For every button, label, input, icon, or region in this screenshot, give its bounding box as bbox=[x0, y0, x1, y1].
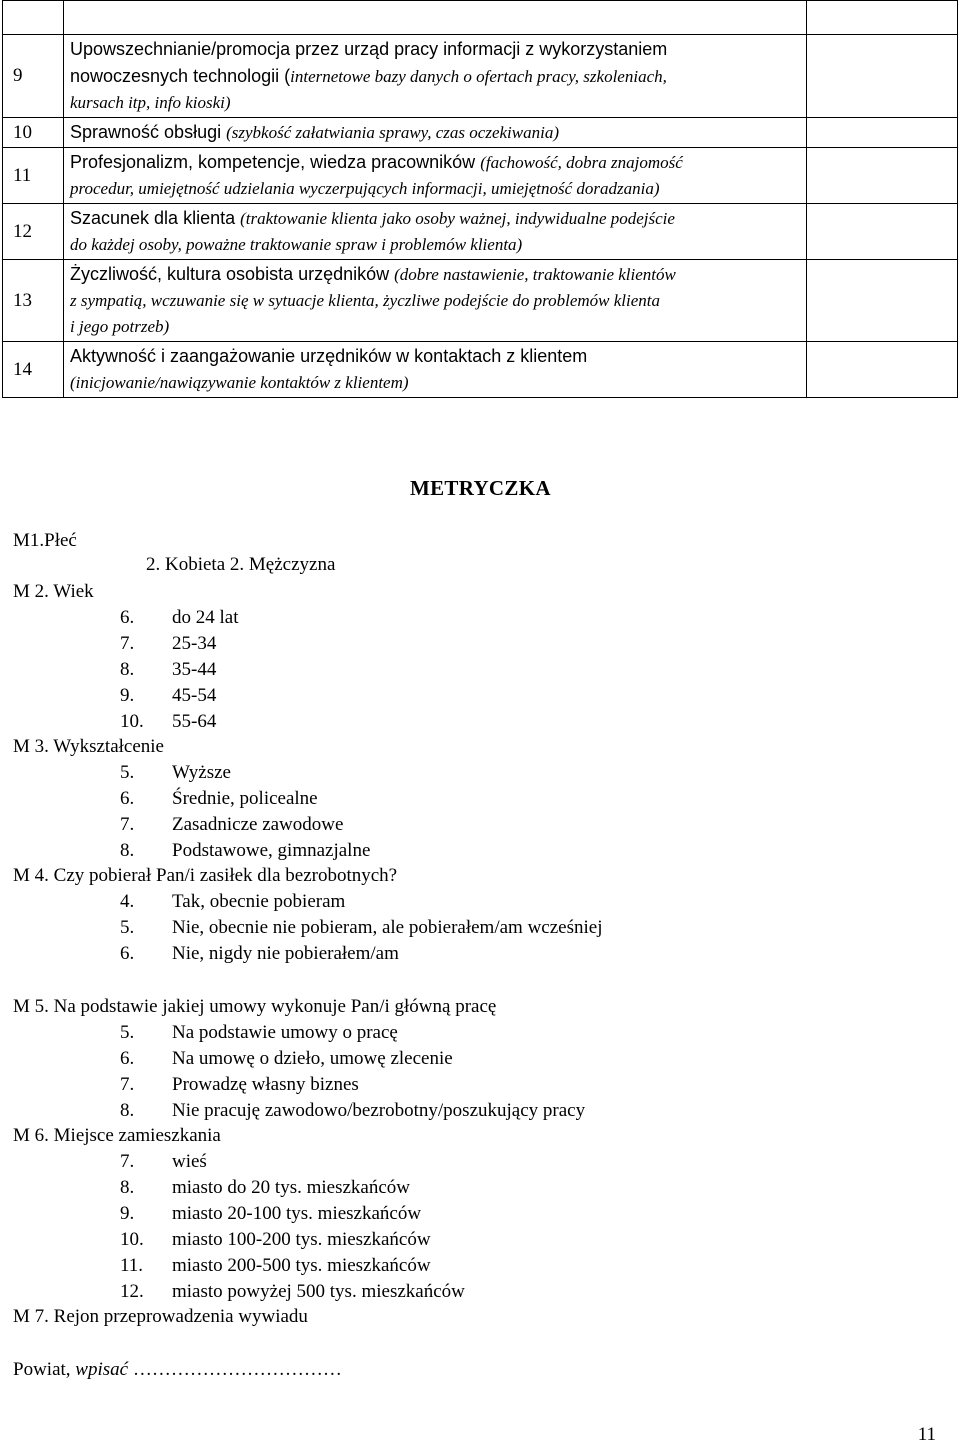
row-number: 14 bbox=[3, 342, 64, 398]
table-row bbox=[3, 260, 958, 342]
m2-option[interactable] bbox=[120, 684, 216, 708]
option-number: 7. bbox=[120, 814, 135, 835]
m6-option[interactable] bbox=[120, 1254, 431, 1278]
option-label: miasto 20-100 tys. mieszkańców bbox=[172, 1203, 422, 1224]
option-label: Średnie, policealne bbox=[172, 788, 318, 809]
m2-option[interactable] bbox=[120, 710, 216, 734]
powiat-dots: …………………………… bbox=[128, 1359, 342, 1380]
survey-table bbox=[2, 0, 958, 398]
description-text: nowoczesnych technologii ( bbox=[70, 66, 291, 86]
m3-option[interactable] bbox=[120, 839, 370, 863]
description-italic-text: (dobre nastawienie, traktowanie klientów bbox=[394, 265, 676, 284]
option-label: Podstawowe, gimnazjalne bbox=[172, 840, 371, 861]
row-description bbox=[64, 204, 807, 260]
table-row bbox=[3, 118, 958, 148]
row-description bbox=[64, 148, 807, 204]
m5-option[interactable] bbox=[120, 1047, 453, 1071]
m5-option[interactable] bbox=[120, 1099, 585, 1123]
rating-cell[interactable] bbox=[807, 118, 958, 148]
description-italic-text: (inicjowanie/nawiązywanie kontaktów z klientem) bbox=[70, 373, 409, 392]
description-line bbox=[70, 63, 802, 90]
option-label: do 24 lat bbox=[172, 607, 239, 628]
description-italic-text: (szybkość załatwiania sprawy, czas oczekiwania) bbox=[226, 123, 559, 142]
option-number: 12. bbox=[120, 1281, 144, 1302]
description-line bbox=[70, 288, 802, 314]
description-italic-text: procedur, umiejętność udzielania wyczerpujących informacji, umiejętność doradzania) bbox=[70, 179, 660, 198]
option-label: Tak, obecnie pobieram bbox=[172, 891, 346, 912]
option-label: 25-34 bbox=[172, 633, 217, 654]
rating-cell[interactable] bbox=[807, 148, 958, 204]
table-row-blank bbox=[3, 1, 958, 35]
option-number: 8. bbox=[120, 1177, 135, 1198]
option-number: 10. bbox=[120, 711, 144, 732]
description-italic-text: internetowe bazy danych o ofertach pracy, szkoleniach, bbox=[290, 67, 667, 86]
table-cell bbox=[807, 1, 958, 35]
description-italic-text: kursach itp, info kioski) bbox=[70, 93, 231, 112]
option-label: wieś bbox=[172, 1151, 207, 1172]
option-label: Zasadnicze zawodowe bbox=[172, 814, 344, 835]
option-number: 7. bbox=[120, 1151, 135, 1172]
question-m1: M1.Płeć bbox=[13, 530, 77, 551]
question-m3: M 3. Wykształcenie bbox=[13, 736, 164, 757]
m6-option[interactable] bbox=[120, 1176, 410, 1200]
m4-option[interactable] bbox=[120, 890, 345, 914]
m2-option[interactable] bbox=[120, 658, 216, 682]
description-text: Szacunek dla klienta bbox=[70, 208, 241, 228]
description-italic-text: (traktowanie klienta jako osoby ważnej, indywidualne podejście bbox=[240, 209, 675, 228]
option-label: miasto powyżej 500 tys. mieszkańców bbox=[172, 1281, 465, 1302]
description-line bbox=[70, 205, 802, 232]
description-line bbox=[70, 149, 802, 176]
table-row bbox=[3, 148, 958, 204]
m6-option[interactable] bbox=[120, 1150, 207, 1174]
description-line bbox=[70, 343, 802, 370]
description-line bbox=[70, 232, 802, 258]
description-text: Upowszechnianie/promocja przez urząd pracy informacji z wykorzystaniem bbox=[70, 39, 668, 59]
row-number: 13 bbox=[3, 260, 64, 342]
description-line bbox=[70, 119, 802, 146]
question-m4: M 4. Czy pobierał Pan/i zasiłek dla bezrobotnych? bbox=[13, 865, 398, 886]
option-number: 4. bbox=[120, 891, 135, 912]
option-label: 35-44 bbox=[172, 659, 217, 680]
description-text: Życzliwość, kultura osobista urzędników bbox=[70, 264, 395, 284]
m6-option[interactable] bbox=[120, 1202, 421, 1226]
row-description bbox=[64, 35, 807, 118]
description-line bbox=[70, 90, 802, 116]
row-number: 12 bbox=[3, 204, 64, 260]
option-number: 7. bbox=[120, 1074, 135, 1095]
option-label: miasto 200-500 tys. mieszkańców bbox=[172, 1255, 431, 1276]
option-label: Nie pracuję zawodowo/bezrobotny/poszukujący pracy bbox=[172, 1100, 586, 1121]
option-number: 7. bbox=[120, 633, 135, 654]
option-number: 11. bbox=[120, 1255, 144, 1276]
option-label: miasto do 20 tys. mieszkańców bbox=[172, 1177, 410, 1198]
m4-option[interactable] bbox=[120, 916, 602, 940]
powiat-line bbox=[13, 1358, 342, 1382]
option-number: 9. bbox=[120, 685, 135, 706]
question-m5: M 5. Na podstawie jakiej umowy wykonuje Pan/i główną pracę bbox=[13, 996, 497, 1017]
row-description bbox=[64, 342, 807, 398]
description-italic-text: z sympatią, wczuwanie się w sytuacje klienta, życzliwe podejście do problemów klienta bbox=[70, 291, 661, 310]
powiat-label: Powiat, bbox=[13, 1359, 76, 1380]
option-label: Wyższe bbox=[172, 762, 231, 783]
option-number: 6. bbox=[120, 788, 135, 809]
row-number: 10 bbox=[3, 118, 64, 148]
description-italic-text: do każdej osoby, poważne traktowanie spraw i problemów klienta) bbox=[70, 235, 523, 254]
question-m6: M 6. Miejsce zamieszkania bbox=[13, 1125, 221, 1146]
description-line bbox=[70, 36, 802, 63]
rating-cell[interactable] bbox=[807, 204, 958, 260]
m5-option[interactable] bbox=[120, 1073, 359, 1097]
option-number: 6. bbox=[120, 943, 135, 964]
metryczka-title: METRYCZKA bbox=[410, 476, 551, 500]
description-line bbox=[70, 176, 802, 202]
table-cell bbox=[3, 1, 64, 35]
description-text: Aktywność i zaangażowanie urzędników w kontaktach z klientem bbox=[70, 346, 588, 366]
rating-cell[interactable] bbox=[807, 342, 958, 398]
m4-option[interactable] bbox=[120, 942, 399, 966]
option-label: Na podstawie umowy o pracę bbox=[172, 1022, 398, 1043]
option-label: 45-54 bbox=[172, 685, 217, 706]
option-number: 8. bbox=[120, 1100, 135, 1121]
row-description bbox=[64, 118, 807, 148]
question-m2: M 2. Wiek bbox=[13, 581, 94, 602]
table-cell bbox=[64, 1, 807, 35]
table-row bbox=[3, 342, 958, 398]
m5-option[interactable] bbox=[120, 1021, 398, 1045]
description-italic-text: (fachowość, dobra znajomość bbox=[480, 153, 683, 172]
row-number: 11 bbox=[3, 148, 64, 204]
option-label: miasto 100-200 tys. mieszkańców bbox=[172, 1229, 431, 1250]
option-number: 6. bbox=[120, 1048, 135, 1069]
m3-option[interactable] bbox=[120, 787, 318, 811]
row-number: 9 bbox=[3, 35, 64, 118]
option-number: 5. bbox=[120, 762, 135, 783]
m3-option[interactable] bbox=[120, 761, 231, 785]
m2-option[interactable] bbox=[120, 632, 216, 656]
rating-cell[interactable] bbox=[807, 35, 958, 118]
description-line bbox=[70, 314, 802, 340]
option-number: 10. bbox=[120, 1229, 144, 1250]
option-number: 9. bbox=[120, 1203, 135, 1224]
option-number: 6. bbox=[120, 607, 135, 628]
option-label: Prowadzę własny biznes bbox=[172, 1074, 359, 1095]
m6-option[interactable] bbox=[120, 1280, 465, 1304]
description-line bbox=[70, 370, 802, 396]
table-row bbox=[3, 35, 958, 118]
option-number: 5. bbox=[120, 1022, 135, 1043]
m6-option[interactable] bbox=[120, 1228, 431, 1252]
option-label: Na umowę o dzieło, umowę zlecenie bbox=[172, 1048, 453, 1069]
option-number: 8. bbox=[120, 840, 135, 861]
survey-table-body bbox=[3, 1, 958, 398]
description-text: Sprawność obsługi bbox=[70, 122, 227, 142]
option-number: 8. bbox=[120, 659, 135, 680]
page-number: 11 bbox=[917, 1424, 936, 1445]
m2-option[interactable] bbox=[120, 606, 239, 630]
row-description bbox=[64, 260, 807, 342]
option-number: 5. bbox=[120, 917, 135, 938]
m3-option[interactable] bbox=[120, 813, 343, 837]
option-label: 55-64 bbox=[172, 711, 217, 732]
option-label: Nie, obecnie nie pobieram, ale pobierałem/am wcześniej bbox=[172, 917, 603, 938]
description-italic-text: i jego potrzeb) bbox=[70, 317, 170, 336]
powiat-italic: wpisać bbox=[75, 1359, 129, 1380]
rating-cell[interactable] bbox=[807, 260, 958, 342]
description-line bbox=[70, 261, 802, 288]
table-row bbox=[3, 204, 958, 260]
description-text: Profesjonalizm, kompetencje, wiedza pracowników bbox=[70, 152, 481, 172]
option-label: Nie, nigdy nie pobierałem/am bbox=[172, 943, 399, 964]
m1-answer: 2. Kobieta 2. Mężczyzna bbox=[146, 554, 336, 575]
question-m7: M 7. Rejon przeprowadzenia wywiadu bbox=[13, 1306, 308, 1327]
